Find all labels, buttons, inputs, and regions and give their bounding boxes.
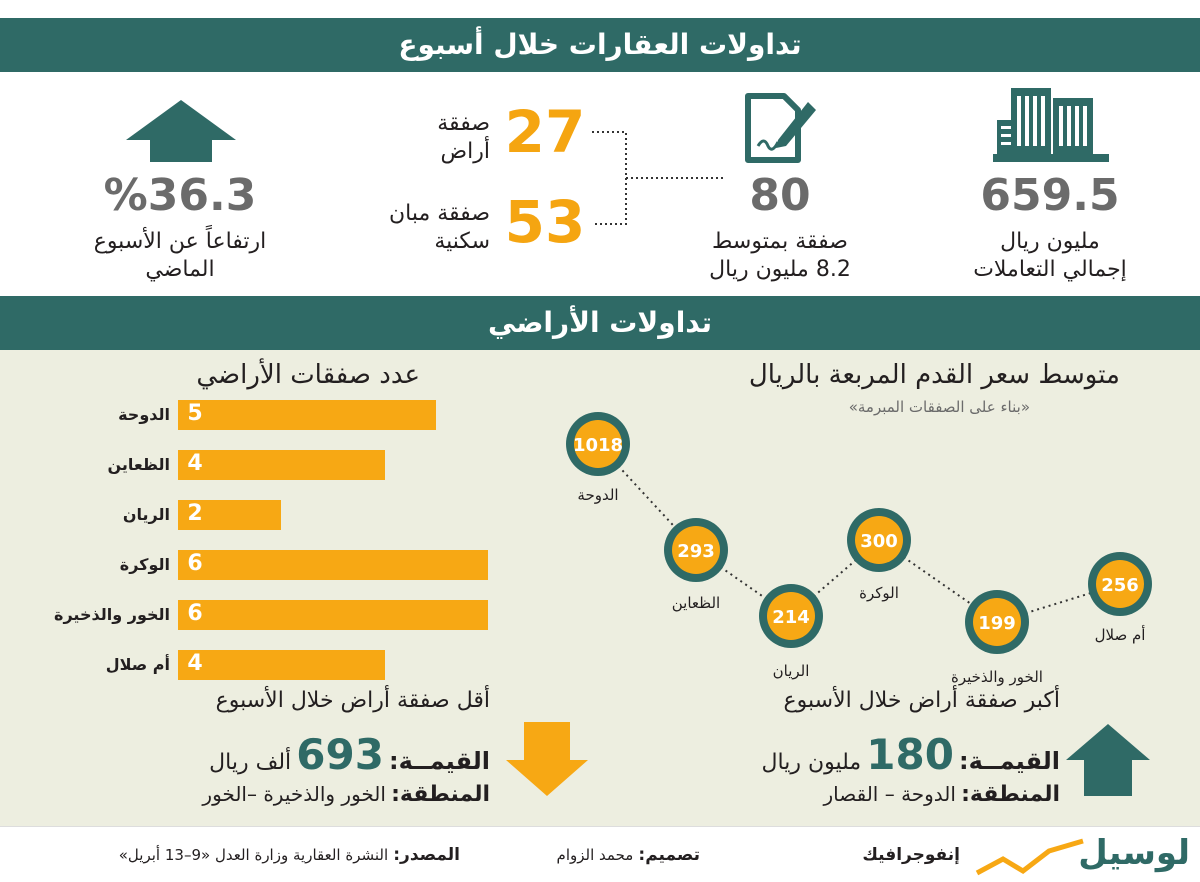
point-value-label: 199 bbox=[978, 613, 1016, 634]
bar-category-label: الريان bbox=[122, 505, 170, 524]
line-chart-title: متوسط سعر القدم المربعة بالريال bbox=[748, 360, 1120, 390]
point-value-label: 300 bbox=[860, 531, 898, 552]
arrow-up-icon bbox=[1064, 722, 1152, 798]
change-label-1: ارتفاعاً عن الأسبوع bbox=[93, 229, 267, 254]
point-value-label: 256 bbox=[1101, 575, 1139, 596]
line-point bbox=[759, 584, 823, 680]
min-deal-area-label: المنطقة: bbox=[391, 782, 490, 807]
bar-category-label: الظعاين bbox=[107, 455, 170, 474]
bar bbox=[178, 400, 436, 430]
max-deal-area: الدوحة – القصار bbox=[823, 782, 956, 806]
deals-label-2: 8.2 مليون ريال bbox=[709, 257, 851, 282]
design-name: محمد الزوام bbox=[556, 846, 634, 864]
line-point bbox=[951, 590, 1043, 686]
change-value: %36.3 bbox=[103, 170, 257, 221]
bar bbox=[178, 550, 488, 580]
point-value-label: 1018 bbox=[572, 435, 624, 456]
total-unit: مليون ريال bbox=[1000, 229, 1100, 254]
point-category-label: الدوحة bbox=[577, 486, 619, 504]
min-deal-value-row bbox=[160, 730, 490, 779]
bar-category-label: الوكرة bbox=[119, 555, 170, 574]
logo-zigzag-icon bbox=[975, 837, 1085, 877]
res-deals-label-2: سكنية bbox=[434, 229, 490, 254]
source-credit bbox=[20, 845, 460, 865]
max-deal-title: أكبر صفقة أراض خلال الأسبوع bbox=[783, 688, 1060, 713]
connector-lines bbox=[590, 122, 730, 232]
total-value: 659.5 bbox=[980, 170, 1120, 221]
point-category-label: الوكرة bbox=[859, 584, 899, 602]
max-deal-value: 180 bbox=[866, 730, 954, 779]
min-deal-value-label: القيمــة: bbox=[389, 747, 490, 775]
line-point bbox=[664, 518, 728, 612]
stats-panel bbox=[0, 72, 1200, 296]
line-point bbox=[566, 412, 630, 504]
point-category-label: الريان bbox=[772, 662, 810, 680]
max-deal-value-label: القيمــة: bbox=[959, 747, 1060, 775]
bar bbox=[178, 600, 488, 630]
max-deal-unit: مليون ريال bbox=[761, 750, 862, 775]
infographic-label: إنفوجرافيك bbox=[862, 845, 960, 865]
arrow-up-icon bbox=[124, 98, 238, 164]
point-category-label: الظعاين bbox=[671, 594, 721, 612]
land-deals-value: 27 bbox=[504, 98, 586, 166]
max-deal-area-row bbox=[730, 782, 1060, 807]
bar-chart-title: عدد صفقات الأراضي bbox=[196, 360, 420, 390]
bar-value-label: 4 bbox=[187, 451, 203, 476]
design-credit bbox=[490, 845, 700, 865]
design-label: تصميم: bbox=[638, 845, 700, 865]
bar-chart bbox=[0, 390, 540, 690]
total-label: إجمالي التعاملات bbox=[973, 257, 1127, 282]
min-deal-area-row bbox=[130, 782, 490, 807]
bar-value-label: 6 bbox=[187, 551, 203, 576]
line-point bbox=[1088, 552, 1152, 644]
min-deal-title: أقل صفقة أراض خلال الأسبوع bbox=[215, 688, 490, 713]
arrow-down-icon bbox=[504, 720, 590, 798]
min-deal-unit: ألف ريال bbox=[209, 750, 292, 775]
res-deals-label-1: صفقة مبان bbox=[388, 201, 490, 226]
land-panel bbox=[0, 350, 1200, 826]
bar-category-label: الخور والذخيرة bbox=[54, 605, 170, 624]
bar-value-label: 2 bbox=[187, 501, 203, 526]
source-label: المصدر: bbox=[393, 845, 460, 865]
source-text: النشرة العقارية وزارة العدل «9–13 أبريل» bbox=[118, 846, 389, 864]
line-chart-subtitle: «بناء على الصفقات المبرمة» bbox=[848, 398, 1030, 416]
point-value-label: 214 bbox=[772, 607, 810, 628]
contract-pen-icon bbox=[744, 88, 818, 166]
bar-category-label: الدوحة bbox=[118, 405, 170, 424]
res-deals-value: 53 bbox=[504, 188, 586, 256]
section-title: تداولات الأراضي bbox=[0, 296, 1200, 350]
max-deal-value-row bbox=[730, 730, 1060, 779]
point-category-label: الخور والذخيرة bbox=[951, 668, 1043, 686]
bar-value-label: 4 bbox=[187, 651, 203, 676]
brand-logo: لوسيل bbox=[1078, 833, 1190, 873]
min-deal-area: الخور والذخيرة –الخور bbox=[202, 782, 386, 806]
deals-label-1: صفقة بمتوسط bbox=[712, 229, 848, 254]
point-value-label: 293 bbox=[677, 541, 715, 562]
min-deal-value: 693 bbox=[296, 730, 384, 779]
change-label-2: الماضي bbox=[145, 257, 215, 282]
line-chart bbox=[540, 390, 1180, 690]
buildings-icon bbox=[993, 86, 1109, 164]
deals-count: 80 bbox=[749, 170, 811, 221]
bar-category-label: أم صلال bbox=[105, 655, 170, 674]
max-deal-area-label: المنطقة: bbox=[961, 782, 1060, 807]
point-category-label: أم صلال bbox=[1094, 626, 1146, 644]
bar-value-label: 6 bbox=[187, 601, 203, 626]
page-title: تداولات العقارات خلال أسبوع bbox=[0, 18, 1200, 72]
line-point bbox=[847, 508, 911, 602]
land-deals-label-1: صفقة bbox=[437, 111, 490, 136]
land-deals-label-2: أراض bbox=[440, 139, 490, 164]
bar-value-label: 5 bbox=[187, 401, 203, 426]
footer bbox=[0, 826, 1200, 882]
